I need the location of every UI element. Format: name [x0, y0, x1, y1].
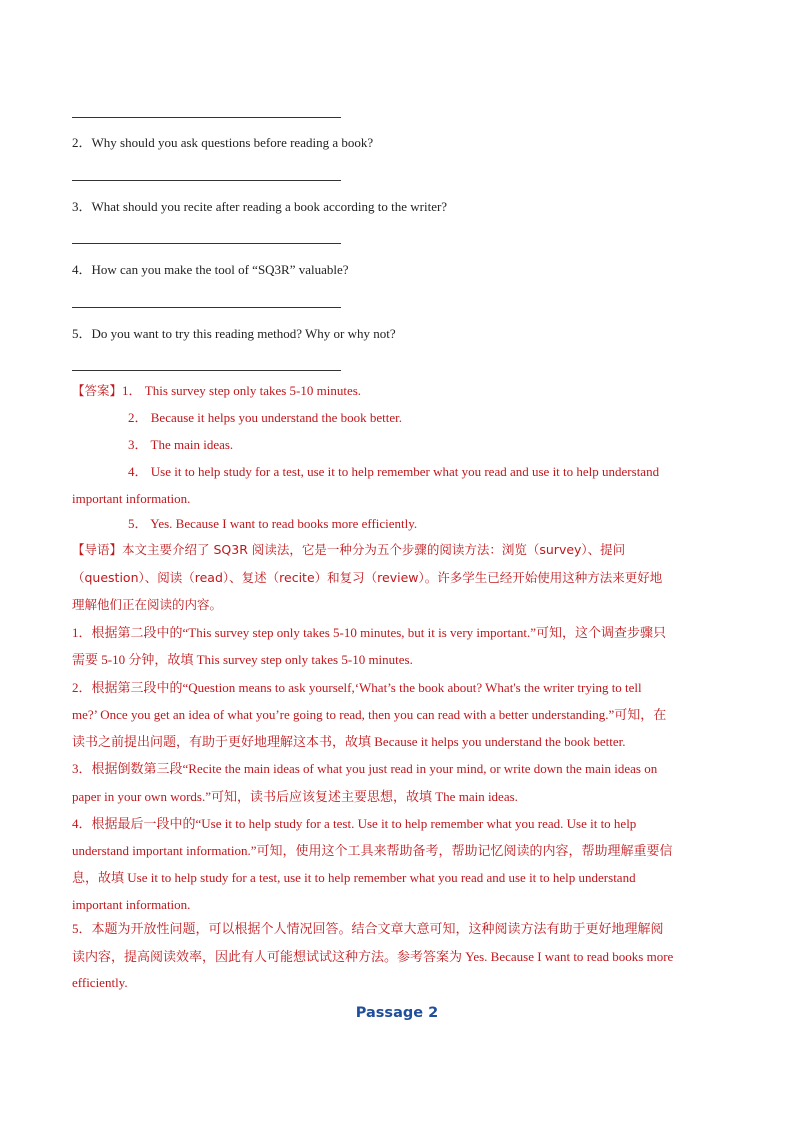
answer-text: 1． This survey step only takes 5-10 minutes.	[122, 383, 362, 398]
question-number: 5．	[72, 326, 92, 341]
explanation-line: me?’ Once you get an idea of what you’re going to read, then you can read with a better understanding.”可知，在	[72, 707, 667, 722]
explanation-line: 5．本题为开放性问题，可以根据个人情况回答。结合文章大意可知，这种阅读方法有助于更好地理解阅	[72, 921, 664, 936]
answer-label: 【答案】	[72, 383, 123, 398]
answer-blank-line[interactable]	[72, 117, 341, 118]
answer-blank-line[interactable]	[72, 243, 341, 244]
explanation-line: 需要 5-10 分钟，故填 This survey step only takes 5-10 minutes.	[72, 652, 413, 667]
answer-item-5: 5． Yes. Because I want to read books more efficiently.	[128, 516, 418, 531]
question-text: Do you want to try this reading method? Why or why not?	[91, 326, 396, 341]
question-number: 4．	[72, 262, 92, 277]
explanation-line: 息，故填 Use it to help study for a test, use it to help remember what you read and use it to help understand	[72, 870, 636, 885]
section-heading: Passage 2	[355, 1005, 439, 1021]
explanation-line: 1．根据第二段中的“This survey step only takes 5-10 minutes, but it is very important.”可知，这个调查步骤只	[72, 625, 666, 640]
explanation-line: 读书之前提出问题，有助于更好地理解这本书，故填 Because it helps you understand the book better.	[72, 734, 626, 749]
question-number: 3．	[72, 199, 92, 214]
answer-item-4-continued: important information.	[72, 491, 191, 506]
explanation-line: efficiently.	[72, 975, 128, 990]
question-text: Why should you ask questions before reading a book?	[91, 135, 374, 150]
explanation-line: 读内容，提高阅读效率，因此有人可能想试试这种方法。参考答案为 Yes. Because I want to read books more	[72, 949, 674, 964]
guide-text: 本文主要介绍了 SQ3R 阅读法，它是一种分为五个步骤的阅读方法：浏览（survey）、提问	[122, 542, 626, 557]
explanation-line: understand important information.”可知，使用这个工具来帮助备考，帮助记忆阅读的内容，帮助理解重要信	[72, 843, 673, 858]
question-3	[72, 199, 447, 215]
question-number: 2．	[72, 135, 92, 150]
explanation-line: important information.	[72, 897, 191, 912]
question-text: How can you make the tool of “SQ3R” valuable?	[91, 262, 349, 277]
explanation-line: 3．根据倒数第三段“Recite the main ideas of what you just read in your mind, or write down the main ideas on	[72, 761, 658, 776]
question-5	[72, 326, 396, 342]
answer-blank-line[interactable]	[72, 180, 341, 181]
question-text: What should you recite after reading a book according to the writer?	[91, 199, 448, 214]
guide-line-2: （question）、阅读（read）、复述（recite）和复习（review）。许多学生已经开始使用这种方法来更好地	[72, 570, 663, 585]
answer-item-2: 2． Because it helps you understand the book better.	[128, 410, 403, 425]
guide-label: 【导语】	[72, 542, 123, 557]
answer-item-1	[72, 383, 361, 399]
question-4	[72, 262, 349, 278]
question-2	[72, 135, 373, 151]
explanation-line: paper in your own words.”可知，读书后应该复述主要思想，故填 The main ideas.	[72, 789, 518, 804]
guide-line-3: 理解他们正在阅读的内容。	[72, 597, 223, 612]
answer-blank-line[interactable]	[72, 370, 341, 371]
answer-item-4: 4． Use it to help study for a test, use it to help remember what you read and use it to help understand	[128, 464, 660, 479]
explanation-line: 4．根据最后一段中的“Use it to help study for a test. Use it to help remember what you read. Use it to help	[72, 816, 637, 831]
explanation-line: 2．根据第三段中的“Question means to ask yourself,‘What’s the book about? What's the writer trying to tell	[72, 680, 642, 695]
answer-blank-line[interactable]	[72, 307, 341, 308]
guide-line-1	[72, 542, 625, 558]
answer-item-3: 3． The main ideas.	[128, 437, 234, 452]
